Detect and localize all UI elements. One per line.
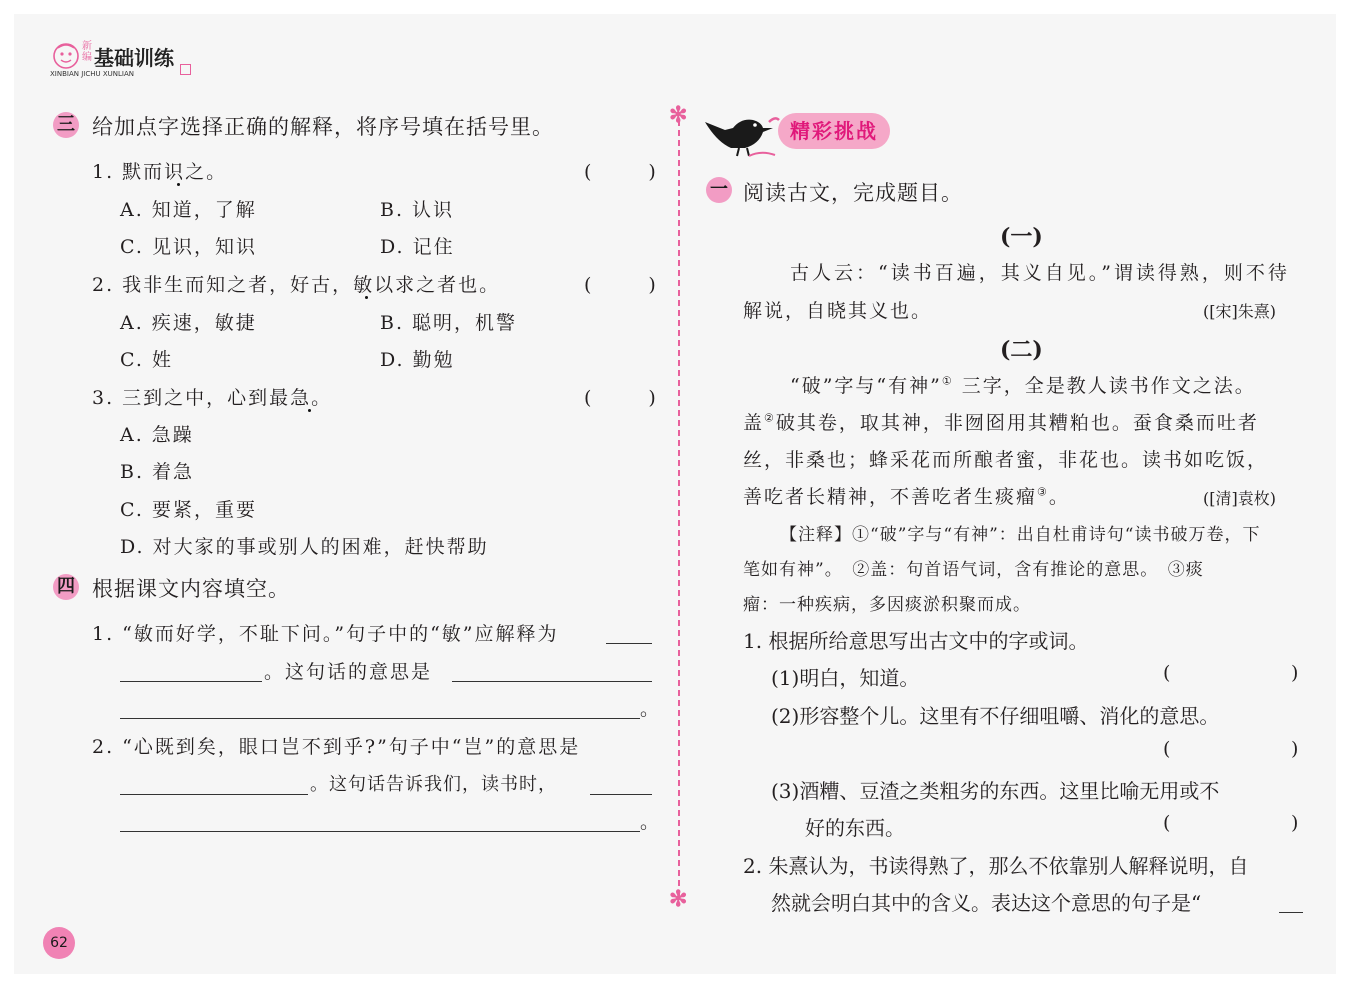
q1-item-3: (3)酒糟、豆渣之类粗劣的东西。这里比喻无用或不 (771, 779, 1220, 803)
notes-line1: 【注释】①“破”字与“有神”：出自杜甫诗句“读书破万卷，下 (780, 525, 1261, 545)
passage-2-line1 (790, 371, 1256, 398)
q1-item-1-paren-close[interactable]: ) (1291, 662, 1299, 684)
emphasis-dot (365, 296, 368, 299)
logo-title: 基础训练 (94, 46, 174, 70)
sec4-q1-blank-3[interactable] (452, 681, 652, 682)
sec3-q3-stem: 3. 三到之中，心到最急。 (92, 387, 333, 409)
section-3-title: 给加点字选择正确的解释，将序号填在括号里。 (92, 115, 554, 139)
passage-2-line2 (743, 408, 1259, 435)
passage-2-line4-text-a: 善吃者长精神，不善吃者生痰瘤 (743, 486, 1038, 508)
passage-2-line3: 丝，非桑也；蜂采花而所酿者蜜，非花也。读书如吃饭， (743, 449, 1269, 471)
footnote-marker: ② (764, 411, 776, 425)
right-section-1-badge: 一 (706, 177, 732, 203)
right-section-1-title: 阅读古文，完成题目。 (743, 181, 963, 205)
passage-2-heading: (二) (1000, 337, 1043, 363)
q1-item-1: (1)明白，知道。 (771, 666, 920, 690)
asterisk-icon: ✻ (669, 886, 688, 912)
section-4-badge: 四 (53, 574, 79, 600)
section-3-badge: 三 (53, 112, 79, 138)
sec3-q1-answer-box[interactable]: ( ) (584, 161, 656, 183)
logo-mascot-icon (52, 42, 80, 70)
q1-item-1-paren-open[interactable]: ( (1163, 662, 1171, 684)
footnote-marker: ③ (1037, 485, 1049, 499)
q1-item-3-paren-open[interactable]: ( (1163, 812, 1171, 834)
sec3-q3-option-d: D. 对大家的事或别人的困难，赶快帮助 (120, 536, 489, 558)
sec4-q2-line1: 2. “心既到矣，眼口岂不到乎?”句子中“岂”的意思是 (92, 736, 581, 758)
sec3-q3-option-c: C. 要紧，重要 (120, 499, 257, 521)
q1-item-2-paren-close[interactable]: ) (1291, 738, 1299, 760)
sec3-q1-option-b: B. 认识 (380, 199, 455, 221)
footnote-marker: ① (941, 374, 954, 388)
sec4-q1-blank-1[interactable] (606, 643, 652, 644)
q1-item-3-cont: 好的东西。 (805, 816, 905, 840)
logo-small-text: 新编 (82, 41, 92, 63)
challenge-banner: 精彩挑战 (778, 113, 890, 149)
passage-2-source: ([清]袁枚) (1203, 489, 1276, 508)
logo-pinyin: XINBIAN JICHU XUNLIAN (50, 70, 134, 78)
sec3-q2-answer-box[interactable]: ( ) (584, 274, 656, 296)
passage-1-line1: 古人云：“读书百遍，其义自见。”谓读得熟，则不待 (790, 262, 1290, 284)
sec4-q2-line2: 。这句话告诉我们，读书时， (310, 774, 557, 795)
emphasis-dot (308, 409, 311, 412)
passage-2-line1-text-a: “破”字与“有神” (790, 375, 942, 397)
sec3-q2-stem: 2. 我非生而知之者，好古，敏以求之者也。 (92, 274, 501, 296)
sec3-q3-option-a: A. 急躁 (120, 424, 194, 446)
sec4-q1-blank-2[interactable] (120, 681, 262, 682)
sec4-q2-blank-1[interactable] (120, 794, 308, 795)
sec3-q2-option-d: D. 勤勉 (380, 349, 455, 371)
sec4-q1-blank-4[interactable] (120, 718, 640, 719)
passage-2-line2-text-b: 破其卷，取其神，非囫囵用其糟粕也。蚕食桑而吐者 (775, 412, 1259, 434)
emphasis-dot (177, 183, 180, 186)
q2-line2: 然就会明白其中的含义。表达这个意思的句子是“ (771, 891, 1202, 915)
sec3-q1-option-d: D. 记住 (380, 236, 455, 258)
sec3-q1-option-a: A. 知道，了解 (120, 199, 257, 221)
passage-2-line4 (743, 482, 1070, 509)
sec3-q1-stem: 1. 默而识之。 (92, 161, 228, 183)
page-number: 62 (43, 927, 75, 959)
sec4-q2-blank-3[interactable] (120, 831, 640, 832)
q2-line1: 2. 朱熹认为，书读得熟了，那么不依靠别人解释说明，自 (743, 854, 1249, 878)
sec4-q1-line1: 1. “敏而好学，不耻下问。”句子中的“敏”应解释为 (92, 623, 559, 645)
sec3-q3-answer-box[interactable]: ( ) (584, 387, 656, 409)
q1-item-3-paren-close[interactable]: ) (1291, 812, 1299, 834)
passage-1-heading: (一) (1000, 224, 1043, 250)
logo-box-icon (180, 64, 191, 75)
q1-item-2: (2)形容整个儿。这里有不仔细咀嚼、消化的意思。 (771, 704, 1220, 728)
q1-item-2-paren-open[interactable]: ( (1163, 738, 1171, 760)
passage-2-line4-text-b: 。 (1048, 486, 1070, 508)
passage-1-line2: 解说，自晓其义也。 (743, 300, 933, 322)
passage-2-line2-text-a: 盖 (743, 412, 765, 434)
section-4-title: 根据课文内容填空。 (92, 577, 290, 601)
sec4-q1-line2: 。这句话的意思是 (264, 661, 433, 683)
q2-answer-blank[interactable] (1279, 912, 1303, 913)
sec3-q2-option-a: A. 疾速，敏捷 (120, 312, 257, 334)
passage-2-line1-text-b: 三字，全是教人读书作文之法。 (961, 375, 1256, 397)
sec4-q2-blank-2[interactable] (590, 794, 652, 795)
passage-1-source: ([宋]朱熹) (1203, 302, 1276, 321)
q1-stem: 1. 根据所给意思写出古文中的字或词。 (743, 629, 1089, 653)
bird-icon (703, 108, 781, 158)
sec3-q2-option-c: C. 姓 (120, 349, 173, 371)
sec4-q2-end: 。 (640, 811, 662, 833)
sec4-q1-end: 。 (640, 698, 662, 720)
notes-line3: 瘤：一种疾病，多因痰淤积聚而成。 (743, 595, 1031, 615)
logo (50, 40, 195, 80)
sec3-q2-option-b: B. 聪明，机警 (380, 312, 518, 334)
notes-line2: 笔如有神”。 ②盖：句首语气词，含有推论的意思。 ③痰 (743, 560, 1204, 580)
column-divider (678, 120, 680, 896)
sec3-q3-option-b: B. 着急 (120, 461, 195, 483)
sec3-q1-option-c: C. 见识，知识 (120, 236, 257, 258)
asterisk-icon: ✻ (669, 102, 688, 128)
